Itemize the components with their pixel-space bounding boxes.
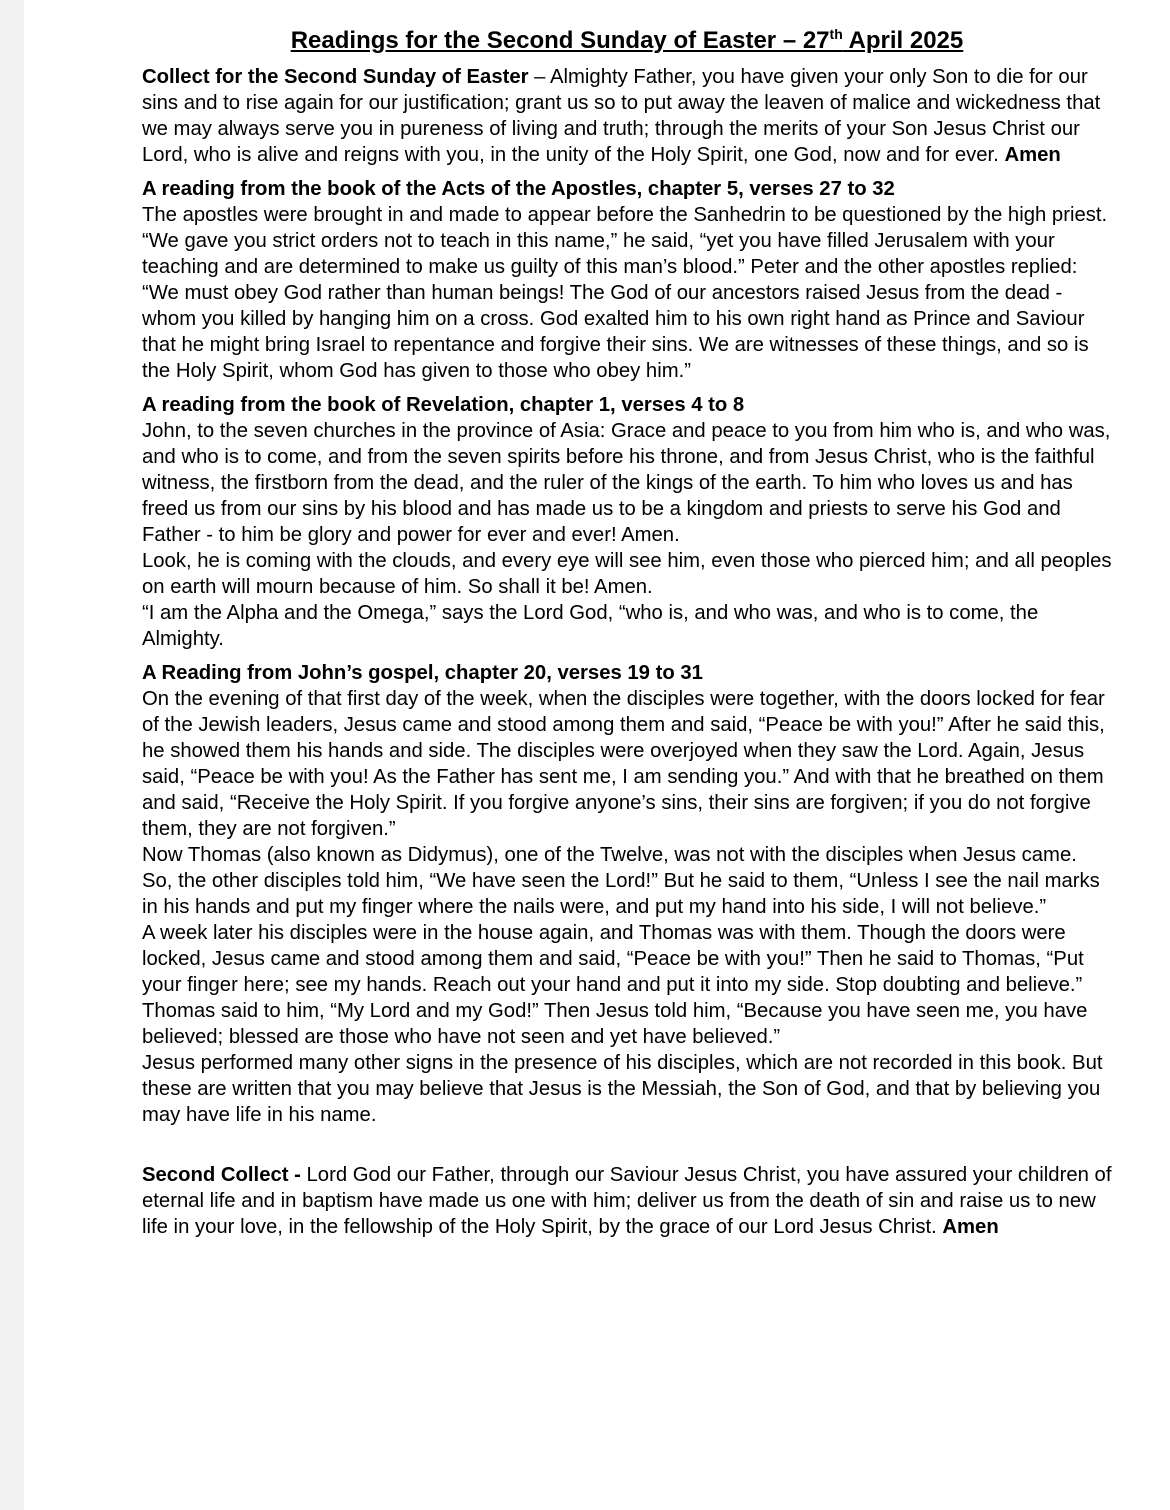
document-content [142,24,1112,1248]
revelation-reading-section [142,392,1112,652]
revelation-paragraph: “I am the Alpha and the Omega,” says the Lord God, “who is, and who was, and who is to come, the Almighty. [142,602,1039,650]
gospel-paragraph: On the evening of that first day of the week, when the disciples were together, with the doors locked for fear of the Jewish leaders, Jesus came and stood among them and said, “Peace be with you!” After he said this, he showed them his hands and side. The disciples were overjoyed when they saw the Lord. Again, Jesus said, “Peace be with you! As the Father has sent me, I am sending you.” And with that he breathed on them and said, “Receive the Holy Spirit. If you forgive anyone’s sins, their sins are forgiven; if you do not forgive them, they are not forgiven.” [142,688,1105,840]
collect-text: – Almighty Father, you have given your only Son to die for our sins and to rise again for our justification; grant us so to put away the leaven of malice and wickedness that we may always serve you in pureness of living and truth; through the merits of your Son Jesus Christ our Lord, who is alive and reigns with you, in the unity of the Holy Spirit, one God, now and for ever. [142,66,1101,166]
collect-paragraph [142,64,1112,168]
document-page [24,0,1170,1510]
revelation-paragraph: John, to the seven churches in the province of Asia: Grace and peace to you from him who is, and who was, and who is to come, and from the seven spirits before his throne, and from Jesus Christ, who is the faithful witness, the firstborn from the dead, and the ruler of the kings of the earth. To him who loves us and has freed us from our sins by his blood and has made us to be a kingdom and priests to serve his God and Father - to him be glory and power for ever and ever! Amen. [142,420,1111,546]
revelation-paragraph: Look, he is coming with the clouds, and every eye will see him, even those who pierced him; and all peoples on earth will mourn because of him. So shall it be! Amen. [142,550,1112,598]
collect-label: Collect for the Second Sunday of Easter [142,66,529,88]
gospel-paragraph: Jesus performed many other signs in the presence of his disciples, which are not recorded in this book. But these are written that you may believe that Jesus is the Messiah, the Son of God, and that by believing you may have life in his name. [142,1052,1103,1126]
second-collect-amen: Amen [942,1216,999,1238]
title-superscript: th [829,26,843,42]
spacer [142,1136,1112,1162]
title-suffix: April 2025 [842,27,964,54]
collect-section [142,64,1112,168]
revelation-reading-heading: A reading from the book of Revelation, chapter 1, verses 4 to 8 [142,394,745,416]
gospel-reading-section [142,660,1112,1128]
second-collect-section [142,1162,1112,1240]
second-collect-text: Lord God our Father, through our Saviour Jesus Christ, you have assured your children of eternal life and in baptism have made us one with him; deliver us from the death of sin and raise us to new life in your love, in the fellowship of the Holy Spirit, by the grace of our Lord Jesus Christ. [142,1164,1112,1238]
title-prefix: Readings for the Second Sunday of Easter – 27 [290,27,830,54]
acts-reading-text: The apostles were brought in and made to appear before the Sanhedrin to be questioned by the high priest. “We gave you strict orders not to teach in this name,” he said, “yet you have filled Jerusalem with your teaching and are determined to make us guilty of this man’s blood.” Peter and the other apostles replied: “We must obey God rather than human beings! The God of our ancestors raised Jesus from the dead - whom you killed by hanging him on a cross. God exalted him to his own right hand as Prince and Saviour that he might bring Israel to repentance and forgive their sins. We are witnesses of these things, and so is the Holy Spirit, whom God has given to those who obey him.” [142,204,1108,382]
gospel-paragraph: A week later his disciples were in the house again, and Thomas was with them. Though the doors were locked, Jesus came and stood among them and said, “Peace be with you!” Then he said to Thomas, “Put your finger here; see my hands. Reach out your hand and put it into my side. Stop doubting and believe.” Thomas said to him, “My Lord and my God!” Then Jesus told him, “Because you have seen me, you have believed; blessed are those who have not seen and yet have believed.” [142,922,1088,1048]
gospel-reading-heading: A Reading from John’s gospel, chapter 20, verses 19 to 31 [142,662,703,684]
collect-amen: Amen [1004,144,1061,166]
acts-reading-section [142,176,1112,384]
second-collect-label: Second Collect - [142,1164,307,1186]
acts-reading-heading: A reading from the book of the Acts of the Apostles, chapter 5, verses 27 to 32 [142,178,895,200]
second-collect-paragraph [142,1162,1112,1240]
gospel-paragraph: Now Thomas (also known as Didymus), one of the Twelve, was not with the disciples when Jesus came. So, the other disciples told him, “We have seen the Lord!” But he said to them, “Unless I see the nail marks in his hands and put my finger where the nails were, and put my hand into his side, I will not believe.” [142,844,1100,918]
page-title [142,24,1112,58]
